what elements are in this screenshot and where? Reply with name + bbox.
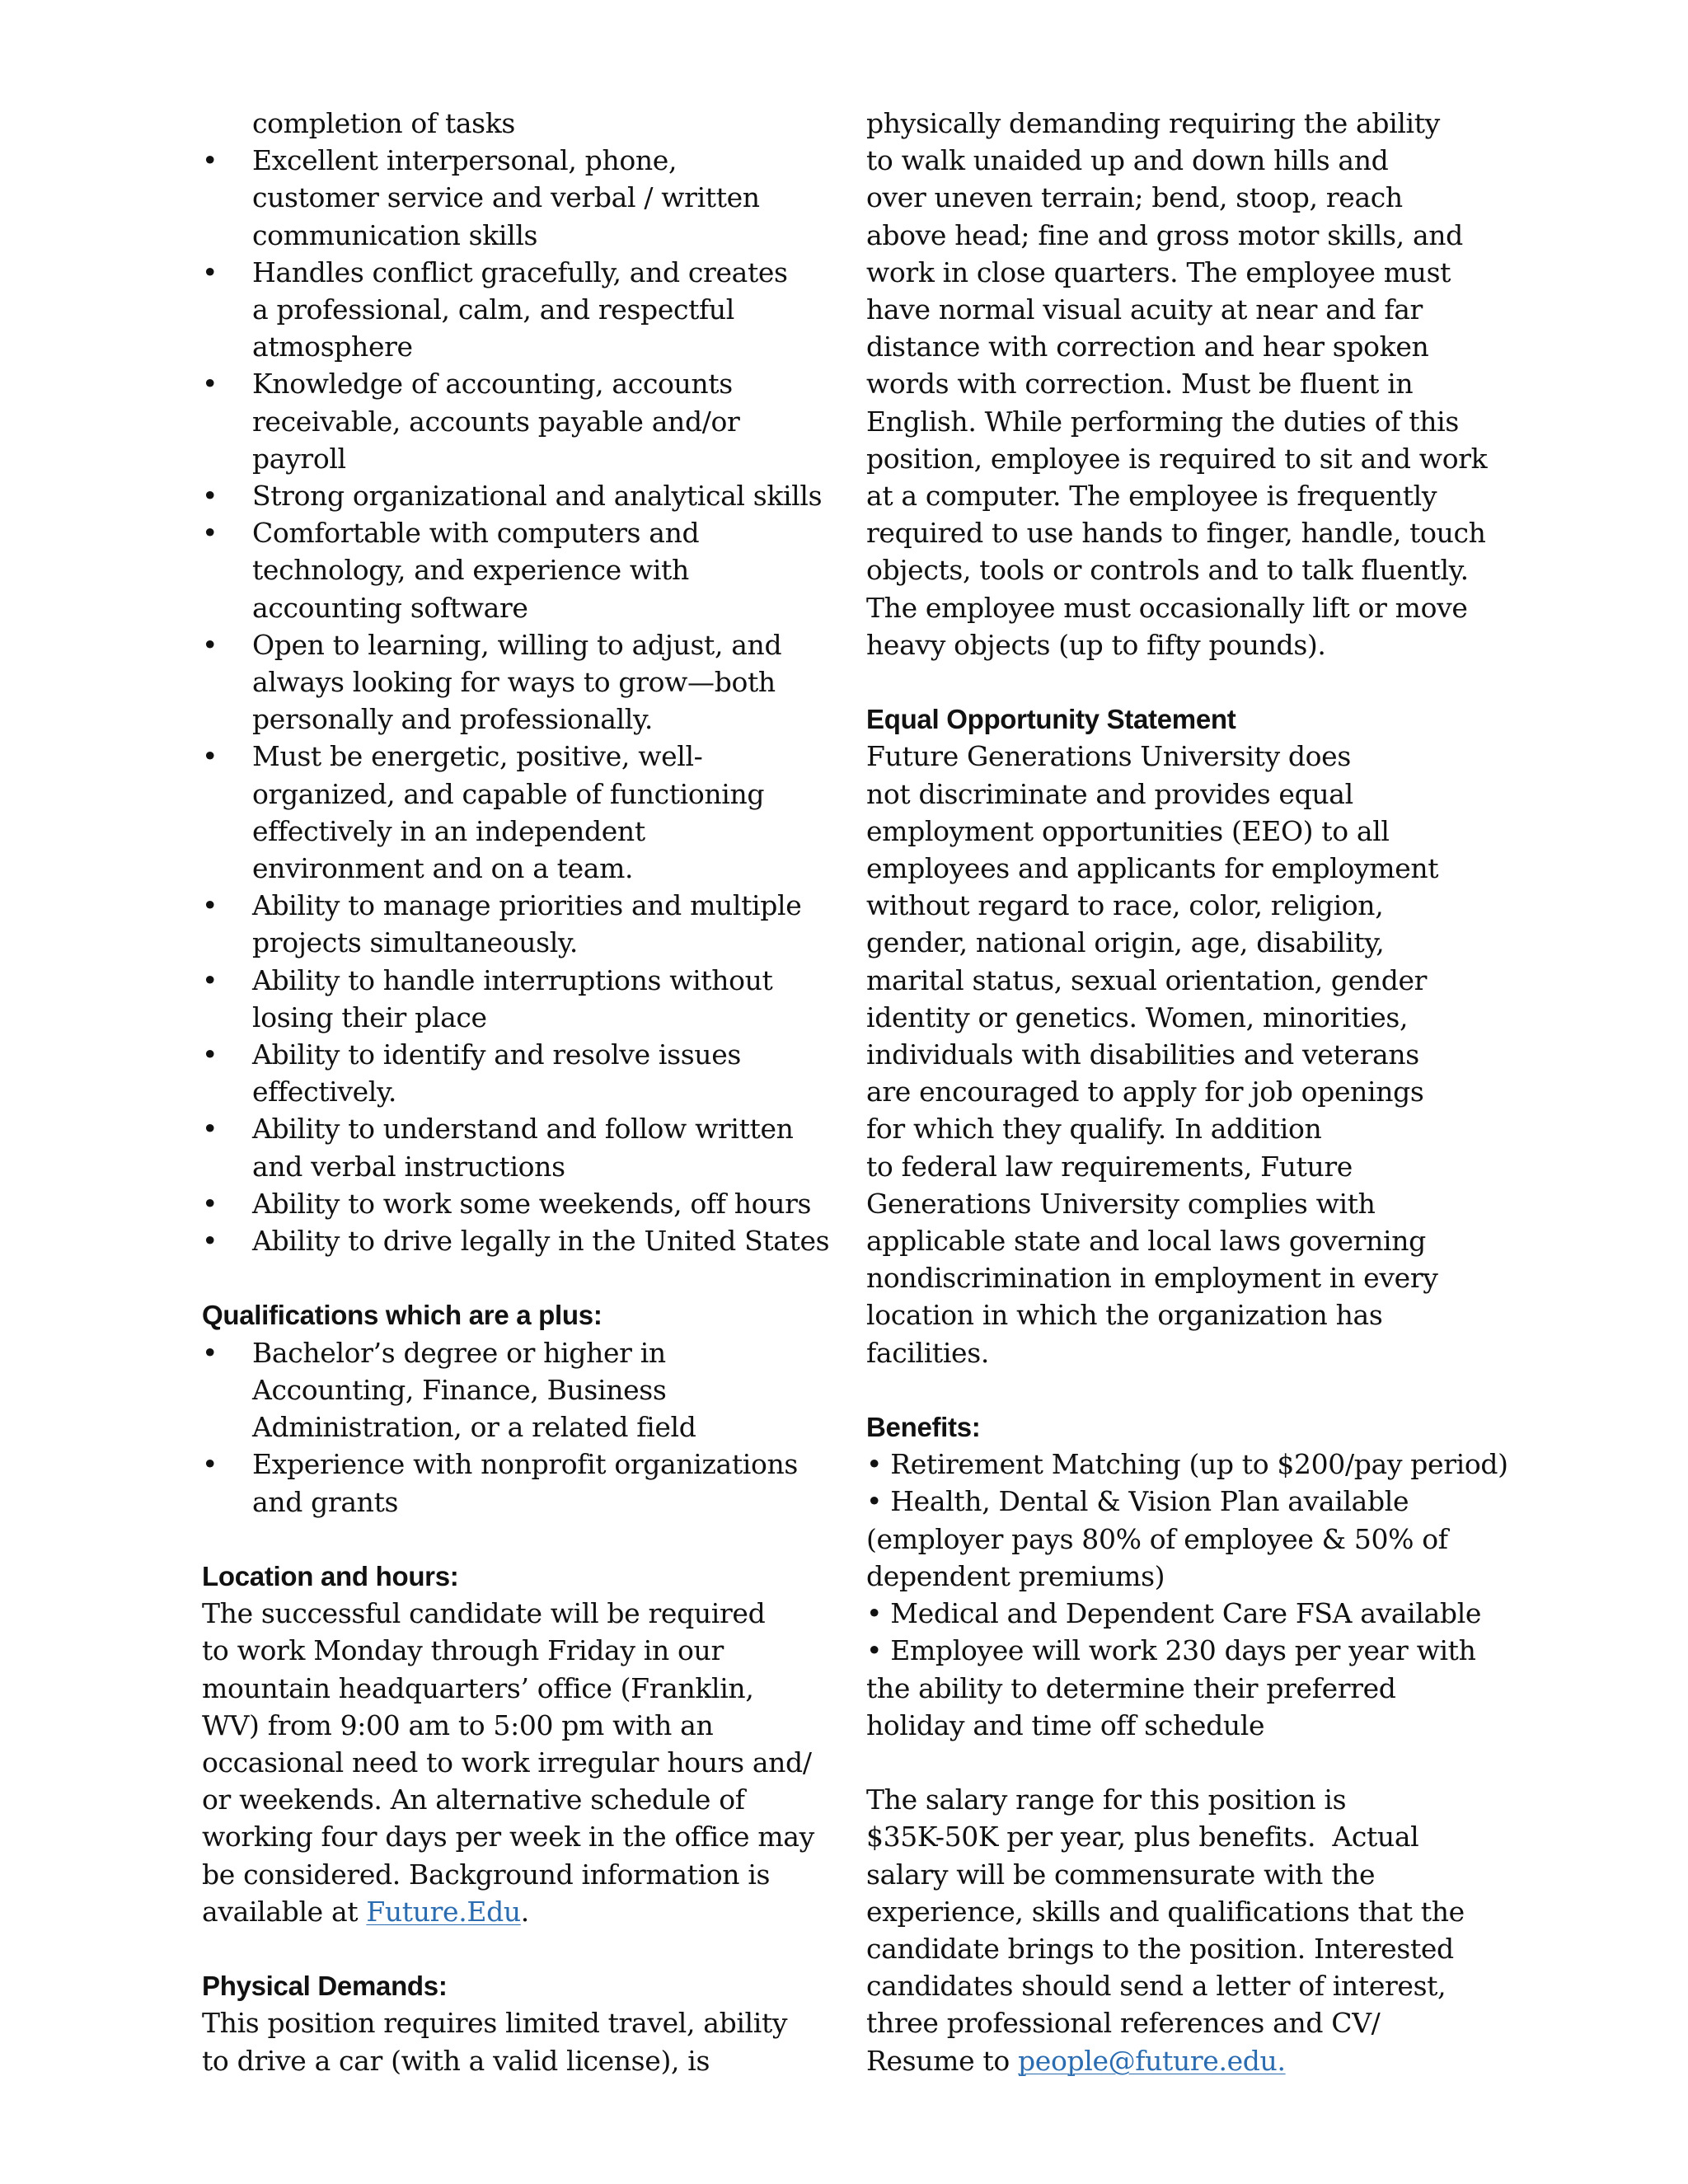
bullet-icon: • [202, 1113, 218, 1146]
benefit-line: (employer pays 80% of employee & 50% of [866, 1522, 1448, 1555]
list-item-line: Ability to identify and resolve issues [252, 1038, 741, 1071]
paragraph-line: required to use hands to finger, handle, touch [866, 517, 1486, 550]
list-item [202, 365, 837, 477]
paragraph-line: without regard to race, color, religion, [866, 889, 1384, 922]
list-item [202, 887, 837, 961]
list-item-line: Administration, or a related field [252, 1411, 696, 1444]
paragraph-line: marital status, sexual orientation, gender [866, 963, 1428, 996]
list-item-line: Open to learning, willing to adjust, and [252, 628, 782, 661]
location-paragraph [202, 1595, 837, 1893]
list-item [202, 1185, 837, 1222]
bullet-icon: • [202, 1448, 218, 1481]
list-item-line: effectively in an independent [252, 814, 645, 847]
skills-list [202, 142, 837, 1259]
paragraph-line: salary will be commensurate with the [866, 1858, 1376, 1891]
list-item-line: and verbal instructions [252, 1150, 565, 1183]
list-item-line: personally and professionally. [252, 703, 654, 736]
paragraph-line: nondiscrimination in employment in every [866, 1262, 1438, 1295]
paragraph-line: three professional references and CV/ [866, 2007, 1381, 2040]
bullet-icon: • [202, 1336, 218, 1369]
paragraph-line: or weekends. An alternative schedule of [202, 1783, 745, 1816]
physical-demands-paragraph [202, 2004, 837, 2079]
bullet-icon: • [202, 144, 218, 177]
list-item [202, 626, 837, 738]
list-item-text [202, 1185, 837, 1222]
paragraph-line: English. While performing the duties of this [866, 405, 1459, 438]
list-item-line: Ability to understand and follow written [252, 1113, 794, 1146]
list-item-line: atmosphere [252, 330, 413, 363]
paragraph-line: objects, tools or controls and to talk fluently. [866, 554, 1469, 587]
location-link-suffix: . [520, 1895, 529, 1928]
bullet-icon: • [202, 628, 218, 661]
paragraph-line: employees and applicants for employment [866, 852, 1439, 885]
paragraph-line: The employee must occasionally lift or move [866, 591, 1468, 624]
list-item-text [202, 254, 837, 366]
list-item-line: Handles conflict gracefully, and creates [252, 255, 788, 288]
benefit-line: • Employee will work 230 days per year with [866, 1634, 1476, 1667]
paragraph-line: at a computer. The employee is frequently [866, 480, 1437, 513]
bullet-icon: • [202, 1187, 218, 1220]
paragraph-line: over uneven terrain; bend, stoop, reach [866, 181, 1403, 214]
future-edu-link[interactable]: Future.Edu [366, 1895, 521, 1928]
list-item-line: Must be energetic, positive, well- [252, 740, 703, 773]
list-item [202, 254, 837, 366]
paragraph-line: candidate brings to the position. Interested [866, 1932, 1454, 1965]
paragraph-line: Generations University complies with [866, 1187, 1376, 1220]
spacer [866, 1744, 1501, 1781]
list-item-text [202, 365, 837, 477]
list-item-text [202, 1446, 837, 1520]
paragraph-line: be considered. Background information is [202, 1858, 771, 1891]
list-item-line: accounting software [252, 591, 528, 624]
list-item-text [202, 738, 837, 887]
right-column [866, 105, 1508, 2079]
list-item-text [202, 477, 837, 514]
bullet-icon: • [202, 963, 218, 996]
list-item [202, 477, 837, 514]
list-item [202, 738, 837, 887]
paragraph-line: mountain headquarters’ office (Franklin, [202, 1671, 754, 1704]
bullet-icon: • [202, 517, 218, 550]
list-item [202, 1446, 837, 1520]
list-item-line: and grants [252, 1485, 399, 1518]
list-item-line: Knowledge of accounting, accounts [252, 368, 733, 401]
bullet-icon: • [202, 1225, 218, 1258]
list-item-line: customer service and verbal / written [252, 181, 760, 214]
list-item [202, 514, 837, 626]
paragraph-line: The salary range for this position is [866, 1783, 1347, 1816]
list-item-text [202, 887, 837, 961]
list-item-line: Accounting, Finance, Business [252, 1373, 667, 1406]
list-item-line: Ability to work some weekends, off hours [252, 1187, 812, 1220]
qualifications-heading: Qualifications which are a plus: [202, 1300, 603, 1331]
list-item-text [202, 514, 837, 626]
spacer [202, 1930, 837, 1967]
list-item-text [202, 1222, 837, 1259]
bullet-icon: • [202, 368, 218, 401]
list-item-line: environment and on a team. [252, 852, 634, 885]
list-item-line: projects simultaneously. [252, 926, 578, 959]
salary-paragraph [866, 1781, 1501, 2041]
list-item-line: payroll [252, 442, 346, 475]
list-item-line: receivable, accounts payable and/or [252, 405, 740, 438]
salary-link-prefix: Resume to [866, 2044, 1018, 2077]
bullet-icon: • [202, 889, 218, 922]
paragraph-line: facilities. [866, 1336, 989, 1369]
list-item-line: Ability to drive legally in the United States [252, 1225, 830, 1258]
list-item [202, 962, 837, 1036]
paragraph-line: working four days per week in the office may [202, 1821, 814, 1854]
list-item [202, 1036, 837, 1110]
people-email-link[interactable]: people@future.edu. [1018, 2044, 1286, 2077]
list-item-line: organized, and capable of functioning [252, 777, 765, 810]
paragraph-line: to walk unaided up and down hills and [866, 144, 1389, 177]
paragraph-line: experience, skills and qualifications that the [866, 1895, 1465, 1928]
paragraph-line: position, employee is required to sit and work [866, 442, 1488, 475]
bullet-icon: • [202, 255, 218, 288]
paragraph-line: Future Generations University does [866, 740, 1351, 773]
benefit-line: holiday and time off schedule [866, 1708, 1265, 1741]
list-item-text [202, 1036, 837, 1110]
location-heading: Location and hours: [202, 1560, 459, 1591]
eeo-heading: Equal Opportunity Statement [866, 704, 1236, 735]
list-item-line: Ability to handle interruptions without [252, 963, 773, 996]
list-item [202, 1110, 837, 1184]
paragraph-line: above head; fine and gross motor skills, and [866, 218, 1463, 251]
paragraph-line: WV) from 9:00 am to 5:00 pm with an [202, 1708, 714, 1741]
salary-link-line [866, 2042, 1501, 2079]
paragraph-line: occasional need to work irregular hours and/ [202, 1746, 812, 1779]
list-item-line: communication skills [252, 218, 538, 251]
list-item-line: a professional, calm, and respectful [252, 293, 735, 326]
left-column [202, 105, 837, 2079]
paragraph-line: $35K-50K per year, plus benefits. Actual [866, 1821, 1419, 1854]
spacer [866, 1371, 1501, 1408]
list-item [202, 1222, 837, 1259]
paragraph-line: The successful candidate will be required [202, 1597, 766, 1630]
paragraph-line: distance with correction and hear spoken [866, 330, 1429, 363]
location-link-line [202, 1893, 837, 1930]
list-item-text [202, 142, 837, 254]
paragraph-line: employment opportunities (EEO) to all [866, 814, 1390, 847]
paragraph-line: not discriminate and provides equal [866, 777, 1353, 810]
list-item-line: Ability to manage priorities and multiple [252, 889, 802, 922]
list-item-text [202, 626, 837, 738]
list-item-line: effectively. [252, 1076, 397, 1108]
paragraph-line: are encouraged to apply for job openings [866, 1076, 1424, 1108]
benefits-heading: Benefits: [866, 1412, 981, 1443]
paragraph-line: to federal law requirements, Future [866, 1150, 1353, 1183]
bullet-icon: • [202, 480, 218, 513]
list-item-text [202, 1110, 837, 1184]
paragraph-line: have normal visual acuity at near and far [866, 293, 1423, 326]
paragraph-line: heavy objects (up to fifty pounds). [866, 628, 1326, 661]
eeo-paragraph [866, 738, 1501, 1371]
benefit-line: the ability to determine their preferred [866, 1671, 1396, 1704]
intro-tail: completion of tasks [252, 107, 515, 139]
list-item-line: losing their place [252, 1001, 487, 1033]
benefit-line: • Retirement Matching (up to $200/pay period) [866, 1448, 1508, 1481]
location-link-prefix: available at [202, 1895, 367, 1928]
list-item-line: Comfortable with computers and [252, 517, 700, 550]
paragraph-line: to drive a car (with a valid license), is [202, 2044, 710, 2077]
list-item [202, 1334, 837, 1446]
benefit-line: • Medical and Dependent Care FSA available [866, 1597, 1482, 1630]
paragraph-line: gender, national origin, age, disability, [866, 926, 1385, 959]
list-item-line: Bachelor’s degree or higher in [252, 1336, 666, 1369]
paragraph-line: work in close quarters. The employee must [866, 255, 1451, 288]
physical-demands-continued [866, 105, 1501, 663]
paragraph-line: individuals with disabilities and veterans [866, 1038, 1419, 1071]
benefits-list [866, 1446, 1508, 1744]
list-item-line: technology, and experience with [252, 554, 689, 587]
paragraph-line: location in which the organization has [866, 1299, 1383, 1332]
bullet-icon: • [202, 740, 218, 773]
paragraph-line: words with correction. Must be fluent in [866, 368, 1414, 401]
benefit-line: • Health, Dental & Vision Plan available [866, 1485, 1409, 1518]
spacer [202, 1259, 837, 1296]
bullet-icon: • [202, 1038, 218, 1071]
paragraph-line: to work Monday through Friday in our [202, 1634, 724, 1667]
spacer [202, 1521, 837, 1558]
paragraph-line: applicable state and local laws governing [866, 1225, 1426, 1258]
paragraph-line: candidates should send a letter of interest, [866, 1970, 1447, 2003]
paragraph-line: for which they qualify. In addition [866, 1113, 1322, 1146]
benefit-line: dependent premiums) [866, 1559, 1165, 1592]
list-item-line: Excellent interpersonal, phone, [252, 144, 678, 177]
list-item-line: Experience with nonprofit organizations [252, 1448, 798, 1481]
qualifications-list [202, 1334, 837, 1521]
list-item-text [202, 1334, 837, 1446]
list-item-line: always looking for ways to grow—both [252, 666, 776, 699]
spacer [866, 663, 1501, 701]
physical-demands-heading: Physical Demands: [202, 1971, 448, 2002]
paragraph-line: physically demanding requiring the ability [866, 107, 1440, 139]
paragraph-line: This position requires limited travel, ability [202, 2007, 788, 2040]
list-item-text [202, 962, 837, 1036]
list-item-line: Strong organizational and analytical skills [252, 480, 823, 513]
paragraph-line: identity or genetics. Women, minorities, [866, 1001, 1409, 1033]
list-item [202, 142, 837, 254]
